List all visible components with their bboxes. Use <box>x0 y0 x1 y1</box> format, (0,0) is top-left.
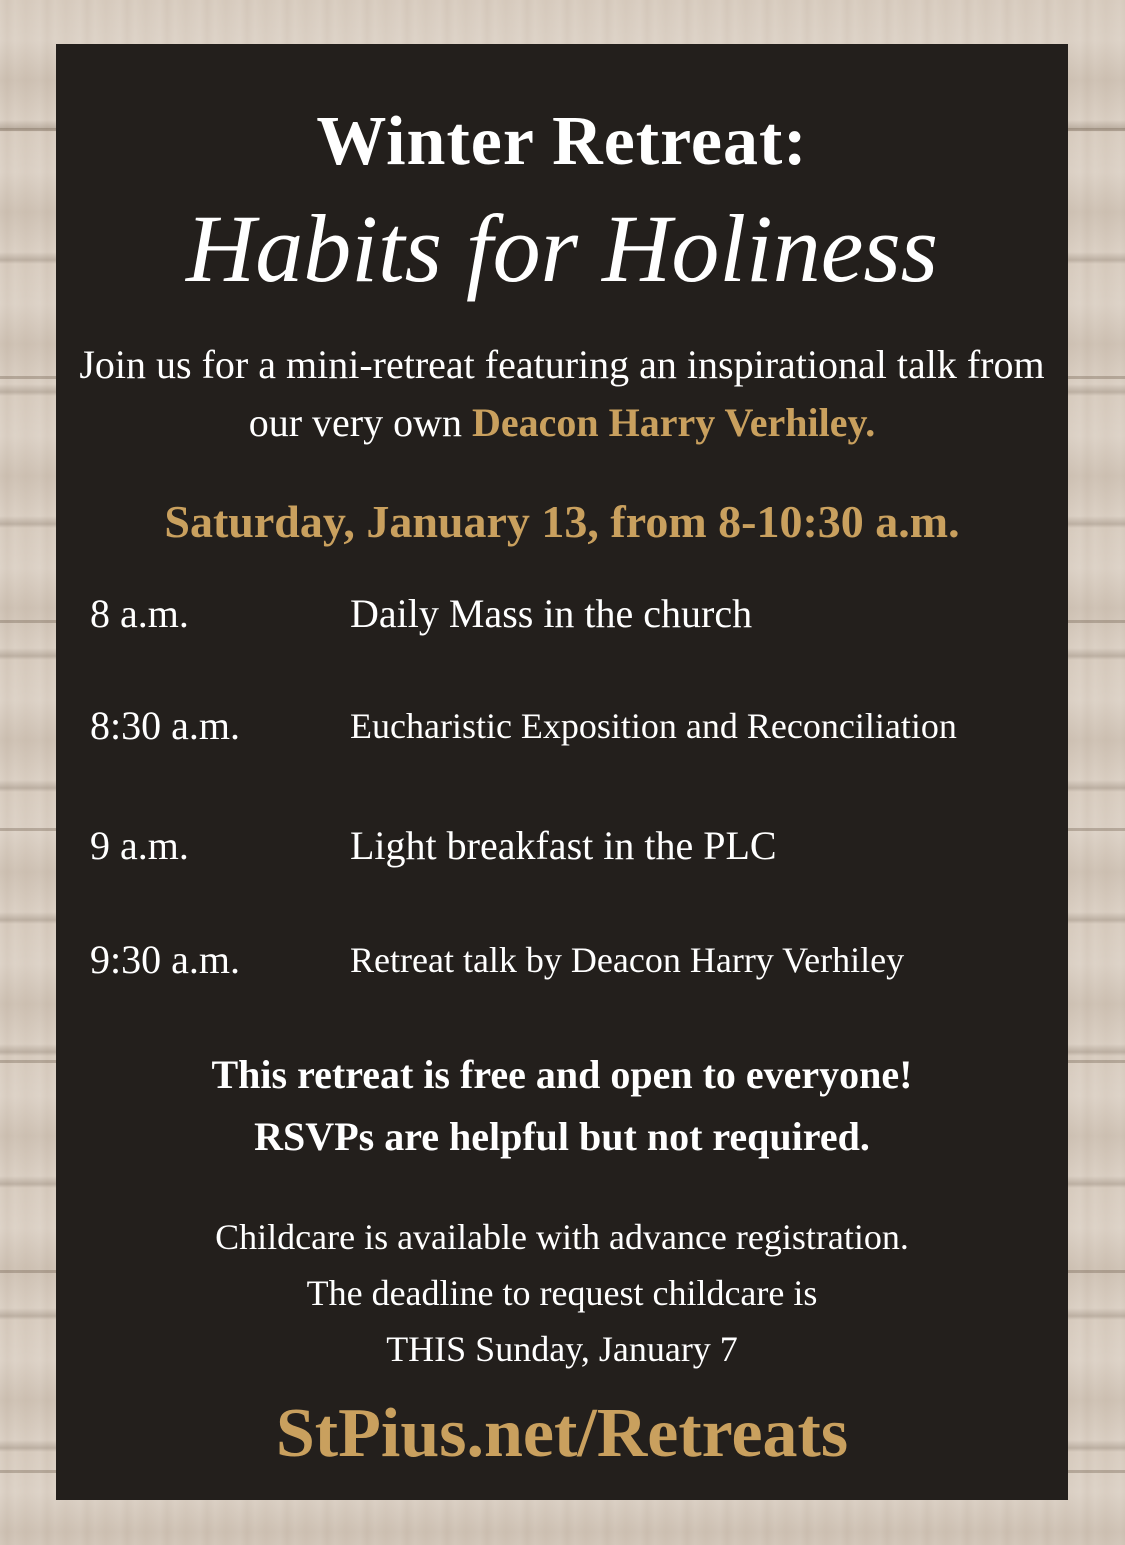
title-subheading: Habits for Holiness <box>185 195 939 302</box>
schedule-event: Daily Mass in the church <box>350 591 753 636</box>
rsvp-line: RSVPs are helpful but not required. <box>254 1114 870 1159</box>
event-date: Saturday, January 13, from 8-10:30 a.m. <box>164 496 960 547</box>
schedule-row <box>56 816 1068 876</box>
schedule-event: Eucharistic Exposition and Reconciliation <box>350 706 957 746</box>
schedule-time: 9:30 a.m. <box>90 937 240 982</box>
intro-text: Join us for a mini-retreat featuring an inspirational talk from our very own <box>79 342 1045 445</box>
schedule-row <box>56 930 1068 990</box>
free-notice <box>56 1044 1068 1168</box>
childcare-notice <box>56 1209 1068 1377</box>
schedule-time: 8:30 a.m. <box>90 703 240 748</box>
schedule-row <box>56 584 1068 644</box>
free-line: This retreat is free and open to everyone! <box>211 1052 913 1097</box>
deadline-date: THIS Sunday, January 7 <box>386 1329 738 1369</box>
intro-period: . <box>865 400 876 445</box>
schedule-event: Retreat talk by Deacon Harry Verhiley <box>350 940 905 980</box>
flyer-panel <box>56 44 1068 1500</box>
title-heading: Winter Retreat: <box>316 103 808 180</box>
schedule-row <box>56 696 1068 756</box>
schedule-event: Light breakfast in the PLC <box>350 823 777 868</box>
childcare-line: Childcare is available with advance registration. <box>215 1217 909 1257</box>
website-url: StPius.net/Retreats <box>275 1395 849 1472</box>
speaker-name: Deacon Harry Verhiley <box>472 400 866 445</box>
deadline-line: The deadline to request childcare is <box>306 1273 818 1313</box>
schedule-time: 8 a.m. <box>90 591 189 636</box>
schedule-time: 9 a.m. <box>90 823 189 868</box>
